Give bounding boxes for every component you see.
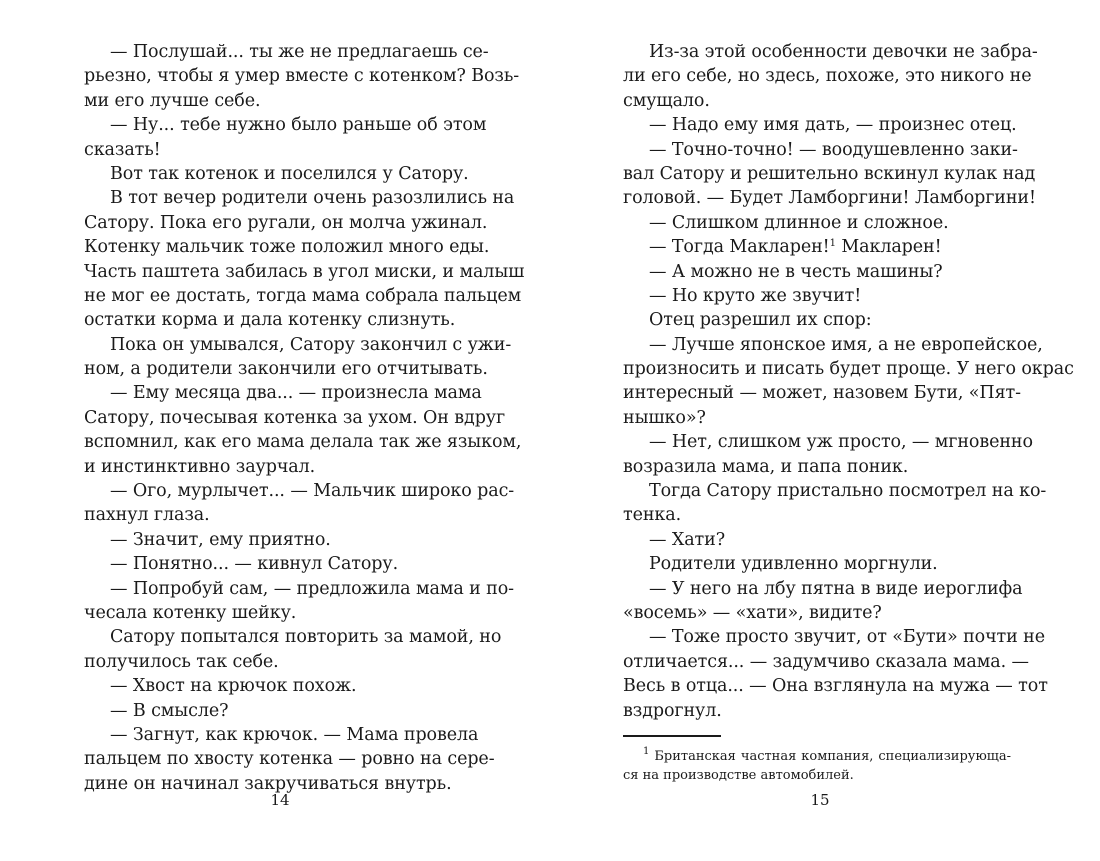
text-line: пахнул глаза. <box>84 505 210 526</box>
text-line: Тогда Сатору пристально посмотрел на ко- <box>649 481 1047 502</box>
right-page-body <box>623 40 1074 723</box>
text-line: Котенку мальчик тоже положил много еды. <box>84 237 490 258</box>
text-line: — Значит, ему приятно. <box>110 529 331 550</box>
text-line: — А можно не в честь машины? <box>649 261 943 282</box>
text-line: Отец разрешил их спор: <box>649 310 872 331</box>
text-line <box>623 235 1011 259</box>
text-line: Сатору, почесывая котенка за ухом. Он вдруг <box>84 407 506 428</box>
text-line: вздрогнул. <box>623 700 722 721</box>
text-line: — Ну... тебе нужно было раньше об этом <box>110 115 487 136</box>
footnote-ref: 1 <box>829 238 836 250</box>
text-line: — У него на лбу пятна в виде иероглифа <box>649 578 1023 599</box>
text-line: Родители удивленно моргнули. <box>649 554 938 575</box>
text-line: — Тоже просто звучит, от «Бути» почти не <box>649 627 1045 648</box>
text-line: — Ему месяца два... — произнесла мама <box>110 383 482 404</box>
text-line: Пока он умывался, Сатору закончил с ужи- <box>110 334 512 355</box>
footnote-marker: 1 <box>643 745 650 757</box>
text-line: головой. — Будет Ламборгини! Ламборгини! <box>623 188 1036 209</box>
text-line: вспомнил, как его мама делала так же языком, <box>84 432 522 453</box>
text-line: — Слишком длинное и сложное. <box>649 212 949 233</box>
text-line: — Загнут, как крючок. — Мама провела <box>110 724 479 745</box>
text-line: остатки корма и дала котенку слизнуть. <box>84 310 456 331</box>
text-line: возразила мама, и папа поник. <box>623 456 909 477</box>
text-line: не мог ее достать, тогда мама собрала пальцем <box>84 285 522 306</box>
text-line: ли его себе, но здесь, похоже, это никого не <box>623 66 1032 87</box>
text-line: «восемь» — «хати», видите? <box>623 602 882 623</box>
text-line: — Но круто же звучит! <box>649 285 862 306</box>
text-line: смущало. <box>623 90 710 111</box>
left-page-body <box>84 40 525 796</box>
text-line: вал Сатору и решительно вскинул кулак над <box>623 163 1036 184</box>
text-line: рьезно, чтобы я умер вместе с котенком? Возь- <box>84 66 520 87</box>
footnote-line: ся на производстве автомобилей. <box>623 767 854 783</box>
text-line: ном, а родители закончили его отчитывать. <box>84 359 488 380</box>
text-line: Вот так котенок и поселился у Сатору. <box>110 163 469 184</box>
text-line: — Точно-точно! — воодушевленно заки- <box>649 139 1018 160</box>
text-line: — Нет, слишком уж просто, — мгновенно <box>649 432 1033 453</box>
text-line: и инстинктивно заурчал. <box>84 456 316 477</box>
footnote-text: Британская частная компания, специализирующа- <box>654 748 1011 764</box>
text-line: — Послушай... ты же не предлагаешь се- <box>110 42 489 62</box>
text-fragment: Макларен! <box>835 237 942 258</box>
text-line: нышко»? <box>623 407 706 428</box>
text-line: Часть паштета забилась в угол миски, и малыш <box>84 261 525 282</box>
text-line: Сатору попытался повторить за мамой, но <box>110 627 502 648</box>
text-line: — Надо ему имя дать, — произнес отец. <box>649 115 1017 136</box>
right-page <box>623 40 1074 785</box>
text-line: — Попробуй сам, — предложила мама и по- <box>110 578 514 599</box>
text-line: дине он начинал закручиваться внутрь. <box>84 773 452 794</box>
text-line: — В смысле? <box>110 700 229 721</box>
text-line: — Ого, мурлычет... — Мальчик широко рас- <box>110 481 515 502</box>
page-number-right: 15 <box>810 791 830 809</box>
text-line: — Хвост на крючок похож. <box>110 676 357 697</box>
text-line: пальцем по хвосту котенка — ровно на сере- <box>84 749 495 770</box>
page-number-left: 14 <box>270 791 290 809</box>
text-line: В тот вечер родители очень разозлились на <box>110 188 515 209</box>
text-line: — Хати? <box>649 529 725 550</box>
text-line: Из-за этой особенности девочки не забра- <box>649 42 1038 62</box>
text-line: чесала котенку шейку. <box>84 602 297 623</box>
text-line: произносить и писать будет проще. У него окрас <box>623 359 1074 380</box>
footnote-divider <box>623 735 721 737</box>
text-line: получилось так себе. <box>84 651 279 672</box>
text-line: — Лучше японское имя, а не европейское, <box>649 334 1043 355</box>
text-line: интересный — может, назовем Бути, «Пят- <box>623 383 1021 404</box>
text-line: тенка. <box>623 505 682 526</box>
footnote <box>623 747 1011 785</box>
text-line: — Понятно... — кивнул Сатору. <box>110 554 399 575</box>
footnote-line <box>623 747 1011 766</box>
left-page <box>84 40 525 796</box>
text-line: сказать! <box>84 139 161 160</box>
text-line: ми его лучше себе. <box>84 90 261 111</box>
text-line: Сатору. Пока его ругали, он молча ужинал. <box>84 212 488 233</box>
text-fragment: — Тогда Макларен! <box>649 237 830 258</box>
text-line: Весь в отца... — Она взглянула на мужа — тот <box>623 676 1048 697</box>
text-line: отличается... — задумчиво сказала мама. — <box>623 651 1029 672</box>
